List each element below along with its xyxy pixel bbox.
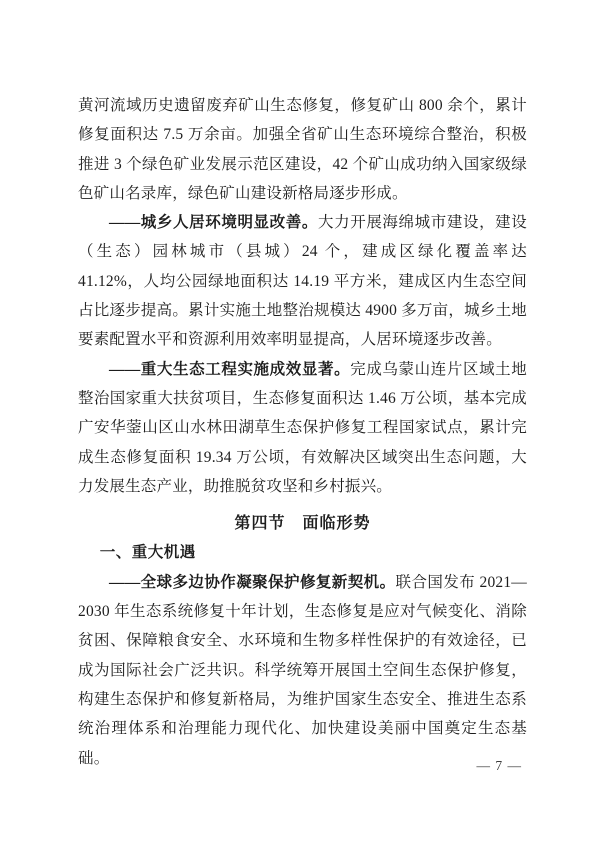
page-number: — 7 — — [476, 758, 522, 773]
paragraph-lead-emphasis: ——重大生态工程实施成效显著。 — [109, 360, 351, 378]
text-column — [78, 91, 527, 773]
paragraph-body-text: 大力开展海绵城市建设，建设（生态）园林城市（县城）24 个，建成区绿化覆盖率达 41.12%，人均公园绿地面积达 14.19 平方米，建成区内生态空间占比逐步提高。累计实施土地整治规模达 4900 多万亩，城乡土地要素配置水平和资源利用效率明显提高，人居环境逐步改善。 — [78, 214, 527, 349]
section-heading: 第四节 面临形势 — [234, 515, 371, 533]
paragraph-lead-emphasis: ——全球多边协作凝聚保护修复新契机。 — [109, 573, 396, 591]
paragraph-major-eco-projects — [78, 355, 527, 501]
paragraph-urban-living-environment — [78, 208, 527, 354]
paragraph-lead-emphasis: ——城乡人居环境明显改善。 — [109, 214, 318, 232]
subsection-heading: 一、重大机遇 — [99, 544, 196, 562]
paragraph-body-text: 联合国发布 2021—2030 年生态系统修复十年计划，生态修复是应对气候变化、消除贫困、保障粮食安全、水环境和生物多样性保护的有效途径，已成为国际社会广泛共识。科学统筹开展国土空间生态保护修复，构建生态保护和修复新格局，为维护国家生态安全、推进生态系统治理体系和治理能力现代化、加快建设美丽中国奠定生态基础。 — [78, 573, 527, 767]
paragraph-body-text: 完成乌蒙山连片区域土地整治国家重大扶贫项目，生态修复面积达 1.46 万公顷，基本完成广安华蓥山区山水林田湖草生态保护修复工程国家试点，累计完成生态修复面积 19.34 万公顷，有效解决区域突出生态问题，大力发展生态产业，助推脱贫攻坚和乡村振兴。 — [78, 360, 527, 495]
paragraph-global-opportunity — [78, 568, 527, 773]
paragraph-mine-restoration: 黄河流域历史遗留废弃矿山生态修复，修复矿山 800 余个，累计修复面积达 7.5 万余亩。加强全省矿山生态环境综合整治，积极推进 3 个绿色矿业发展示范区建设，42 个矿山成功纳入国家级绿色矿山名录库，绿色矿山建设新格局逐步形成。 — [78, 97, 527, 202]
